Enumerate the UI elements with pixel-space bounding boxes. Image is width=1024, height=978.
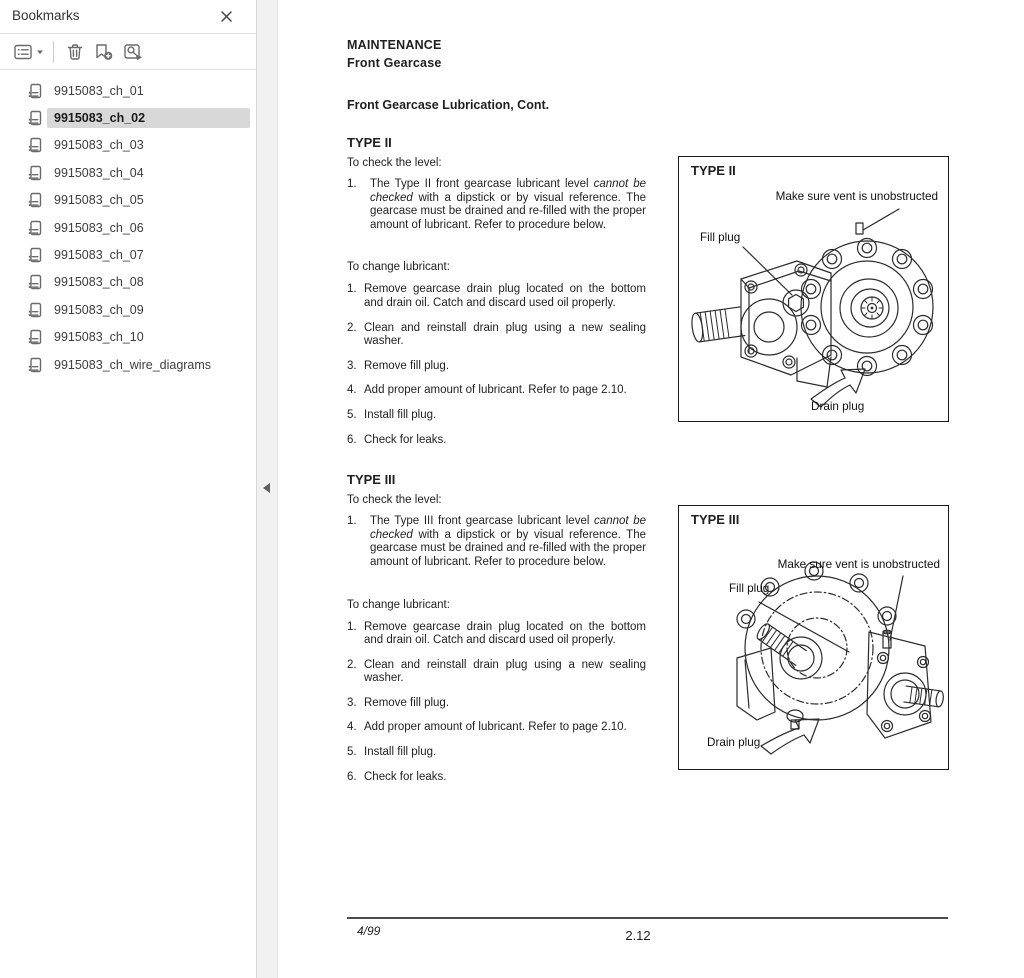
type2-figure xyxy=(678,156,949,422)
bookmark-page-icon xyxy=(28,274,42,290)
bookmark-label: 9915083_ch_04 xyxy=(54,165,144,180)
step-text: Add proper amount of lubricant. Refer to page 2.10. xyxy=(364,721,627,734)
step-text: The Type II front gearcase lubricant level cannot be checked with a dipstick or by visual reference. The gearcase must be drained and re-filled with the proper amount of lubricant. Refer to procedure below. xyxy=(370,178,646,231)
vent-label: Make sure vent is unobstructed xyxy=(775,190,938,203)
document-page xyxy=(278,0,1024,978)
figure-title: TYPE III xyxy=(691,512,740,527)
panel-splitter[interactable] xyxy=(256,0,278,978)
step-text: Install fill plug. xyxy=(364,408,437,421)
bookmark-page-icon xyxy=(28,302,42,318)
step-number: 6. xyxy=(347,770,357,783)
type3-steps xyxy=(347,621,646,785)
bookmarks-panel-header xyxy=(0,0,256,34)
trash-icon xyxy=(64,42,86,62)
close-panel-button[interactable] xyxy=(218,8,236,26)
bookmark-label: 9915083_ch_01 xyxy=(54,83,144,98)
bookmark-page-icon xyxy=(28,165,42,181)
bookmark-item[interactable] xyxy=(0,351,256,378)
step-text: Install fill plug. xyxy=(364,746,437,759)
bookmark-page-icon xyxy=(28,192,42,208)
check-step xyxy=(347,178,646,232)
fill-plug-label: Fill plug xyxy=(700,231,741,244)
step-number: 2. xyxy=(347,321,357,334)
bookmark-label: 9915083_ch_08 xyxy=(54,275,144,290)
footer-page-number: 2.12 xyxy=(625,928,651,943)
list-item xyxy=(347,434,646,448)
list-item xyxy=(347,721,646,735)
change-lubricant-label: To change lubricant: xyxy=(347,598,450,611)
page-header xyxy=(347,36,646,72)
step-text: Remove gearcase drain plug located on the bottom and drain oil. Catch and discard used oil properly. xyxy=(364,283,646,309)
bookmark-label: 9915083_ch_03 xyxy=(54,138,144,153)
bookmark-item[interactable] xyxy=(0,269,256,296)
bookmark-label: 9915083_ch_10 xyxy=(54,330,144,345)
list-item xyxy=(347,746,646,760)
bookmark-list xyxy=(0,70,256,378)
step-number: 3. xyxy=(347,696,357,709)
drain-plug-label: Drain plug xyxy=(811,400,865,413)
document-text-column xyxy=(347,0,646,795)
bookmark-item[interactable] xyxy=(0,296,256,323)
close-icon xyxy=(218,8,236,26)
type3-heading: TYPE III xyxy=(347,472,396,488)
step-text: Clean and reinstall drain plug using a new sealing washer. xyxy=(364,321,646,348)
bookmark-page-icon xyxy=(28,83,42,99)
bookmark-label: 9915083_ch_02 xyxy=(47,108,250,128)
bookmark-page-icon xyxy=(28,357,42,373)
bookmark-item[interactable] xyxy=(0,241,256,268)
list-item xyxy=(347,659,646,686)
check-level-label: To check the level: xyxy=(347,157,442,169)
list-item xyxy=(347,360,646,374)
new-bookmark-icon xyxy=(92,42,116,62)
check-level-label: To check the level: xyxy=(347,494,442,507)
step-number: 2. xyxy=(347,658,357,671)
list-item xyxy=(347,409,646,423)
step-text: Check for leaks. xyxy=(364,433,447,446)
figure-title: TYPE II xyxy=(691,163,736,178)
step-text: The Type III front gearcase lubricant level cannot be checked with a dipstick or by visual reference. The gearcase must be drained and re-filled with the proper amount of lubricant. Refer to procedure below. xyxy=(370,515,647,568)
list-item xyxy=(347,322,646,349)
footer-rule xyxy=(347,917,948,919)
collapse-panel-arrow-icon[interactable] xyxy=(263,483,270,493)
new-bookmark-button[interactable] xyxy=(89,38,119,66)
bookmark-label: 9915083_ch_05 xyxy=(54,193,144,208)
bookmarks-toolbar xyxy=(0,34,256,70)
bookmark-item-selected[interactable] xyxy=(0,104,256,131)
change-lubricant-label: To change lubricant: xyxy=(347,261,450,274)
bookmark-item[interactable] xyxy=(0,77,256,104)
gearcase-type3-illustration xyxy=(679,506,947,768)
bookmark-item[interactable] xyxy=(0,214,256,241)
step-number: 1. xyxy=(347,620,357,633)
drain-plug-label: Drain plug xyxy=(707,736,761,749)
expand-current-bookmark-button[interactable] xyxy=(119,38,149,66)
step-text: Remove gearcase drain plug located on the bottom and drain oil. Catch and discard used oil properly. xyxy=(364,620,646,647)
footer-revision: 4/99 xyxy=(357,924,381,938)
header-title: MAINTENANCE xyxy=(347,38,442,52)
vent-label: Make sure vent is unobstructed xyxy=(777,558,940,571)
step-number: 4. xyxy=(347,721,357,734)
step-number: 3. xyxy=(347,359,357,372)
bookmark-page-icon xyxy=(28,110,42,126)
type2-heading: TYPE II xyxy=(347,135,392,150)
bookmark-label: 9915083_ch_09 xyxy=(54,302,144,317)
bookmarks-panel xyxy=(0,0,256,978)
step-number: 5. xyxy=(347,408,357,421)
step-text: Clean and reinstall drain plug using a new sealing washer. xyxy=(364,658,646,685)
bookmark-label: 9915083_ch_07 xyxy=(54,248,144,263)
bookmark-page-icon xyxy=(28,137,42,153)
bookmark-page-icon xyxy=(28,220,42,236)
step-number: 1. xyxy=(347,515,357,528)
bookmark-page-icon xyxy=(28,329,42,345)
check-step xyxy=(347,515,646,569)
bookmark-label: 9915083_ch_06 xyxy=(54,220,144,235)
list-item xyxy=(347,621,646,648)
step-text: Add proper amount of lubricant. Refer to page 2.10. xyxy=(364,384,627,397)
fill-plug-label: Fill plug xyxy=(729,582,770,595)
type2-steps xyxy=(347,283,646,447)
header-subtitle: Front Gearcase xyxy=(347,56,442,70)
step-number: 5. xyxy=(347,746,357,759)
bookmark-options-button[interactable] xyxy=(10,38,48,66)
bookmark-options-icon xyxy=(13,42,35,62)
bookmark-item[interactable] xyxy=(0,324,256,351)
toolbar-separator xyxy=(53,41,54,63)
step-text: Remove fill plug. xyxy=(364,359,450,372)
list-item xyxy=(347,283,646,310)
delete-bookmark-button[interactable] xyxy=(61,38,89,66)
step-number: 6. xyxy=(347,433,357,446)
bookmark-page-icon xyxy=(28,247,42,263)
bookmark-item[interactable] xyxy=(0,187,256,214)
list-item xyxy=(347,384,646,398)
list-item xyxy=(347,697,646,711)
bookmark-label: 9915083_ch_wire_diagrams xyxy=(54,357,212,372)
step-text: Check for leaks. xyxy=(364,770,447,783)
type3-figure xyxy=(678,505,949,770)
list-item xyxy=(347,771,646,785)
bookmark-item[interactable] xyxy=(0,132,256,159)
step-number: 1. xyxy=(347,283,357,296)
step-text: Remove fill plug. xyxy=(364,696,450,709)
expand-current-bookmark-icon xyxy=(122,42,146,62)
step-number: 1. xyxy=(347,178,357,190)
bookmark-item[interactable] xyxy=(0,159,256,186)
step-number: 4. xyxy=(347,384,357,397)
section-title: Front Gearcase Lubrication, Cont. xyxy=(347,98,550,112)
panel-title: Bookmarks xyxy=(12,8,80,23)
chevron-down-icon xyxy=(35,42,45,62)
